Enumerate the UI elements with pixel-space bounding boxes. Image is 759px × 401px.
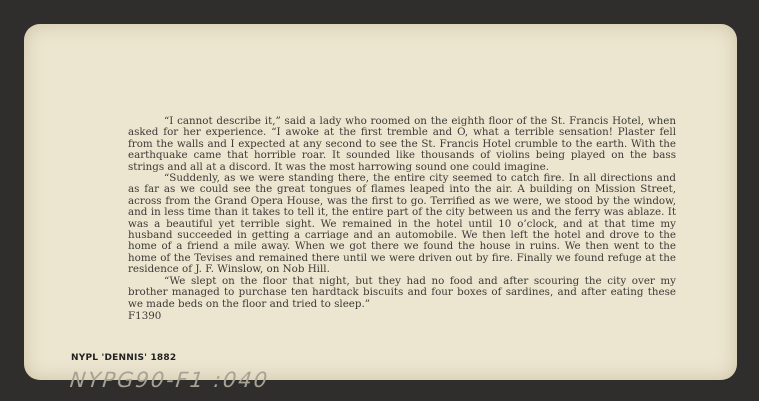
paragraph-3-text: “We slept on the floor that night, but they had no food and after scouring the city over my brother managed to purchase ten hardtack biscuits and four boxes of sardines, and after eating these we made beds on the floor and tried to sleep.” bbox=[128, 274, 676, 310]
paragraph-2-text: “Suddenly, as we were standing there, the entire city seemed to catch fire. In all directions and as far as we could see the great tongues of flames leaped into the air. A building on Mission Street, across from the Grand Opera House, was the first to go. Terrified as we were, we stood by the window, and in less time than it takes to tell it, the entire part of the city between us and the ferry was ablaze. It was a beautiful yet terrible sight. We remained in the hotel until 10 o’clock, and at that time my husband succeeded in getting a carriage and an automobile. We then left the hotel and drove to the home of a friend a mile away. When we got there we found the house in ruins. We then went to the home of the Tevises and remained there until we were driven out by fire. Finally we found refuge at the residence of J. F. Winslow, on Nob Hill. bbox=[128, 172, 676, 276]
paragraph-2 bbox=[128, 173, 676, 276]
catalog-code: F1390 bbox=[128, 309, 162, 322]
card-text-block bbox=[128, 116, 676, 322]
library-stamp: NYPL 'DENNIS' 1882 bbox=[71, 353, 177, 363]
paragraph-1-text: “I cannot describe it,” said a lady who roomed on the eighth floor of the St. Francis Hotel, when asked for her experience. “I awoke at the first tremble and O, what a terrible sensation! Plaster fell from the walls and I expected at any second to see the St. Francis Hotel crumble to the earth. With the earthquake came that horrible roar. It sounded like thousands of violins being played on the bass strings and all at a discord. It was the most harrowing sound one could imagine. bbox=[128, 115, 676, 173]
handwritten-id: NYPG90-F1 :040 bbox=[68, 368, 271, 392]
paragraph-3 bbox=[128, 276, 676, 310]
stereograph-card-back bbox=[24, 24, 737, 392]
paragraph-1 bbox=[128, 116, 676, 173]
